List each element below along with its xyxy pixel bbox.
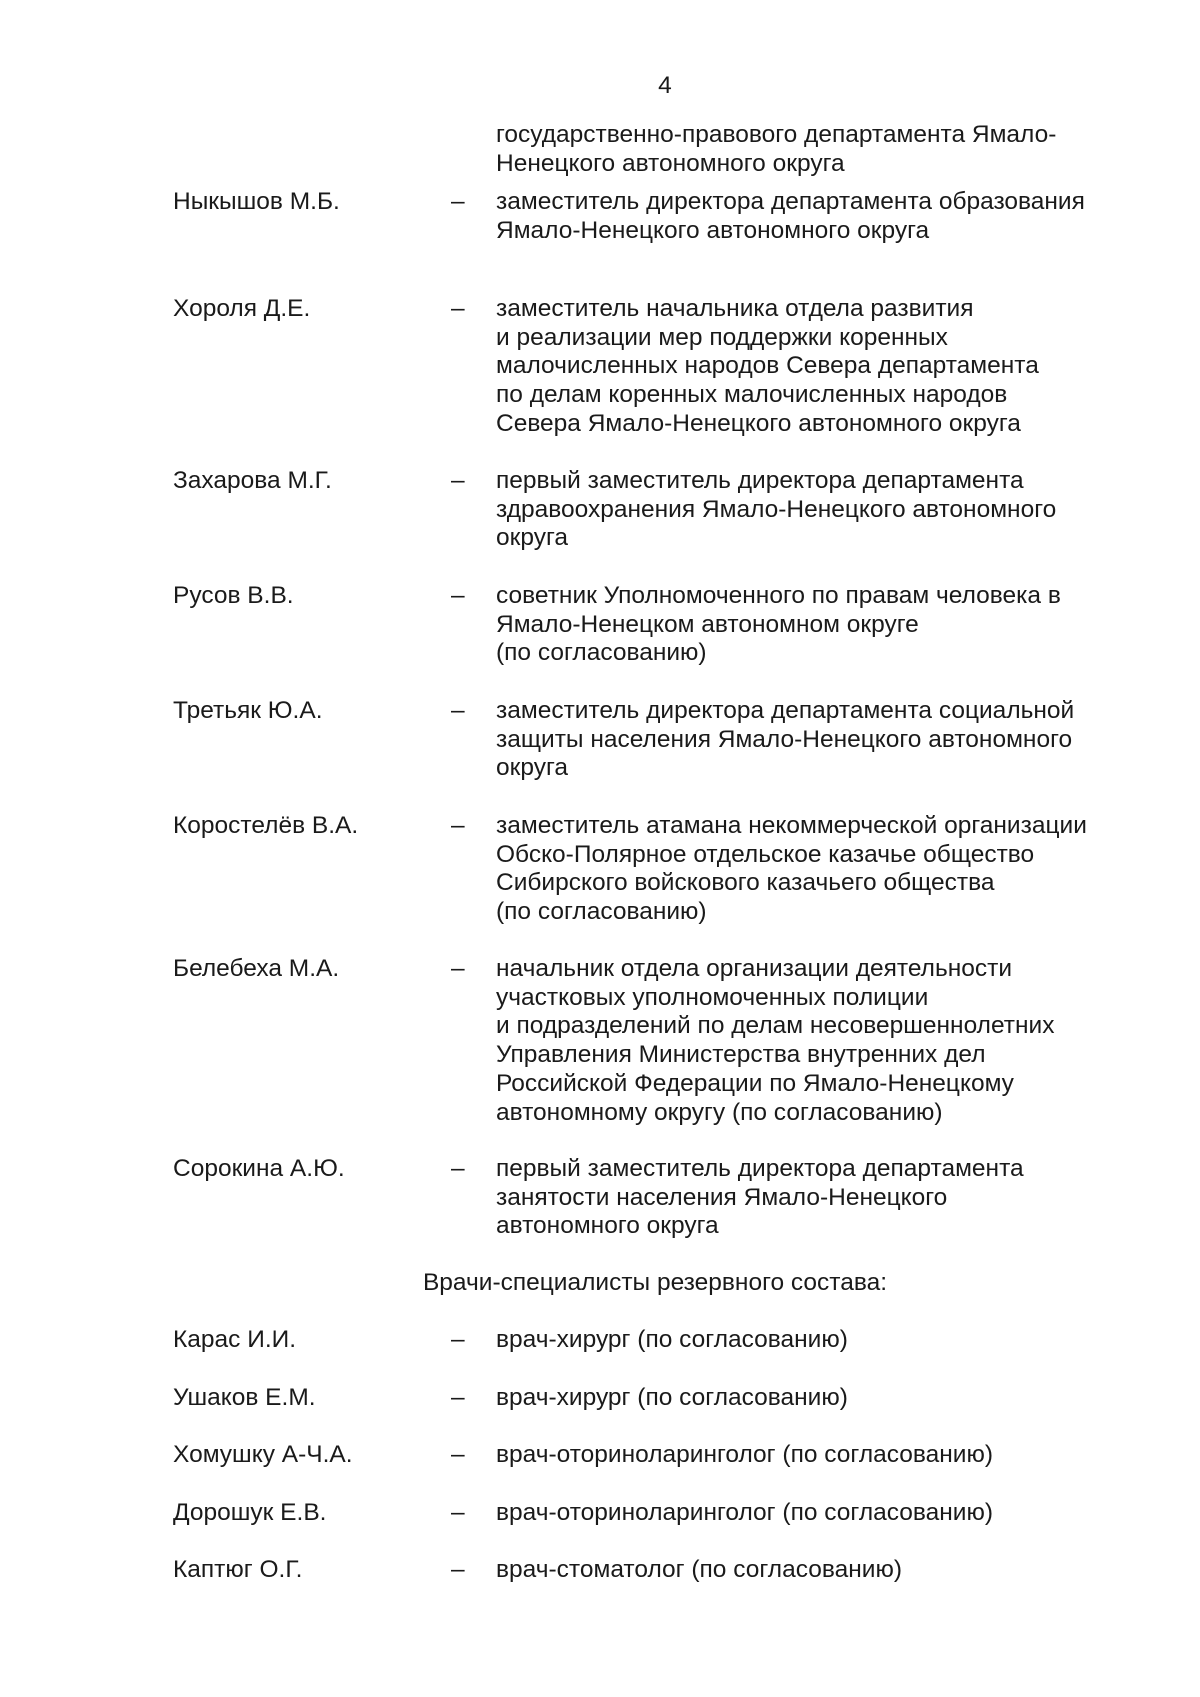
dash-separator: – — [451, 1499, 465, 1526]
description-line: Российской Федерации по Ямало-Ненецкому — [496, 1069, 1014, 1097]
description-line: врач-оториноларинголог (по согласованию) — [496, 1499, 994, 1526]
description-line: занятости населения Ямало-Ненецкого — [496, 1183, 948, 1211]
description-line: государственно-правового департамента Ямало- — [496, 121, 1057, 148]
description-line: советник Уполномоченного по правам человека в — [496, 582, 1061, 609]
member-description — [496, 697, 1166, 783]
member-description — [496, 812, 1166, 927]
description-line: автономного округа — [496, 1212, 719, 1240]
description-line: врач-стоматолог (по согласованию) — [496, 1556, 902, 1583]
description-line: Управления Министерства внутренних дел — [496, 1041, 986, 1069]
member-description — [496, 1556, 1166, 1585]
member-description — [496, 1441, 1166, 1470]
description-line: и подразделений по делам несовершеннолетних — [496, 1012, 1055, 1040]
dash-separator: – — [451, 697, 465, 724]
dash-separator: – — [451, 188, 465, 215]
dash-separator: – — [451, 812, 465, 839]
description-line: по делам коренных малочисленных народов — [496, 381, 1008, 409]
description-line: врач-хирург (по согласованию) — [496, 1326, 848, 1353]
dash-separator: – — [451, 295, 465, 322]
description-line: (по согласованию) — [496, 898, 707, 926]
member-description — [496, 1499, 1166, 1528]
description-line: заместитель директора департамента социальной — [496, 697, 1075, 724]
dash-separator: – — [451, 582, 465, 609]
description-line: первый заместитель директора департамента — [496, 467, 1024, 494]
description-line: защиты населения Ямало-Ненецкого автономного — [496, 725, 1073, 753]
dash-separator: – — [451, 1441, 465, 1468]
member-description — [496, 295, 1166, 439]
dash-separator: – — [451, 1556, 465, 1583]
page-number: 4 — [658, 72, 672, 99]
description-line: округа — [496, 524, 568, 552]
description-line: Севера Ямало-Ненецкого автономного округа — [496, 409, 1021, 437]
member-name: Дорошук Е.В. — [173, 1499, 327, 1526]
member-description — [496, 467, 1166, 553]
member-name: Хомушку А-Ч.А. — [173, 1441, 353, 1468]
description-line: Сибирского войскового казачьего общества — [496, 869, 995, 897]
dash-separator: – — [451, 955, 465, 982]
description-line: Ненецкого автономного округа — [496, 149, 845, 177]
dash-separator: – — [451, 1155, 465, 1182]
description-line: Ямало-Ненецком автономном округе — [496, 610, 919, 638]
description-line: заместитель начальника отдела развития — [496, 295, 974, 322]
member-name: Ныкышов М.Б. — [173, 188, 340, 215]
description-line: здравоохранения Ямало-Ненецкого автономного — [496, 495, 1057, 523]
description-line: Обско-Полярное отдельское казачье общество — [496, 840, 1035, 868]
description-line: заместитель атамана некоммерческой организации — [496, 812, 1087, 839]
description-line: врач-оториноларинголог (по согласованию) — [496, 1441, 994, 1468]
description-line: Ямало-Ненецкого автономного округа — [496, 216, 930, 244]
member-description — [496, 955, 1166, 1127]
member-name: Сорокина А.Ю. — [173, 1155, 345, 1182]
member-name: Белебеха М.А. — [173, 955, 340, 982]
description-line: автономному округу (по согласованию) — [496, 1098, 943, 1126]
description-line: (по согласованию) — [496, 639, 707, 667]
member-name: Коростелёв В.А. — [173, 812, 359, 839]
reserve-section-heading: Врачи-специалисты резервного состава: — [422, 1269, 888, 1296]
dash-separator: – — [451, 1326, 465, 1353]
description-line: малочисленных народов Севера департамента — [496, 352, 1039, 380]
description-line: заместитель директора департамента образования — [496, 188, 1085, 215]
description-line: врач-хирург (по согласованию) — [496, 1384, 848, 1411]
member-description — [496, 582, 1166, 668]
member-description — [496, 1384, 1166, 1413]
member-description — [496, 188, 1166, 245]
description-line: округа — [496, 754, 568, 782]
continued-description — [496, 121, 1156, 178]
member-name: Ушаков Е.М. — [173, 1384, 316, 1411]
member-name: Третьяк Ю.А. — [173, 697, 323, 724]
description-line: начальник отдела организации деятельности — [496, 955, 1013, 982]
description-line: первый заместитель директора департамента — [496, 1155, 1024, 1182]
description-line: участковых уполномоченных полиции — [496, 983, 929, 1011]
member-name: Каптюг О.Г. — [173, 1556, 303, 1583]
member-name: Русов В.В. — [173, 582, 294, 609]
description-line: и реализации мер поддержки коренных — [496, 323, 948, 351]
member-name: Захарова М.Г. — [173, 467, 332, 494]
member-description — [496, 1155, 1166, 1241]
member-name: Хороля Д.Е. — [173, 295, 311, 322]
member-name: Карас И.И. — [173, 1326, 297, 1353]
member-description — [496, 1326, 1166, 1355]
dash-separator: – — [451, 467, 465, 494]
dash-separator: – — [451, 1384, 465, 1411]
